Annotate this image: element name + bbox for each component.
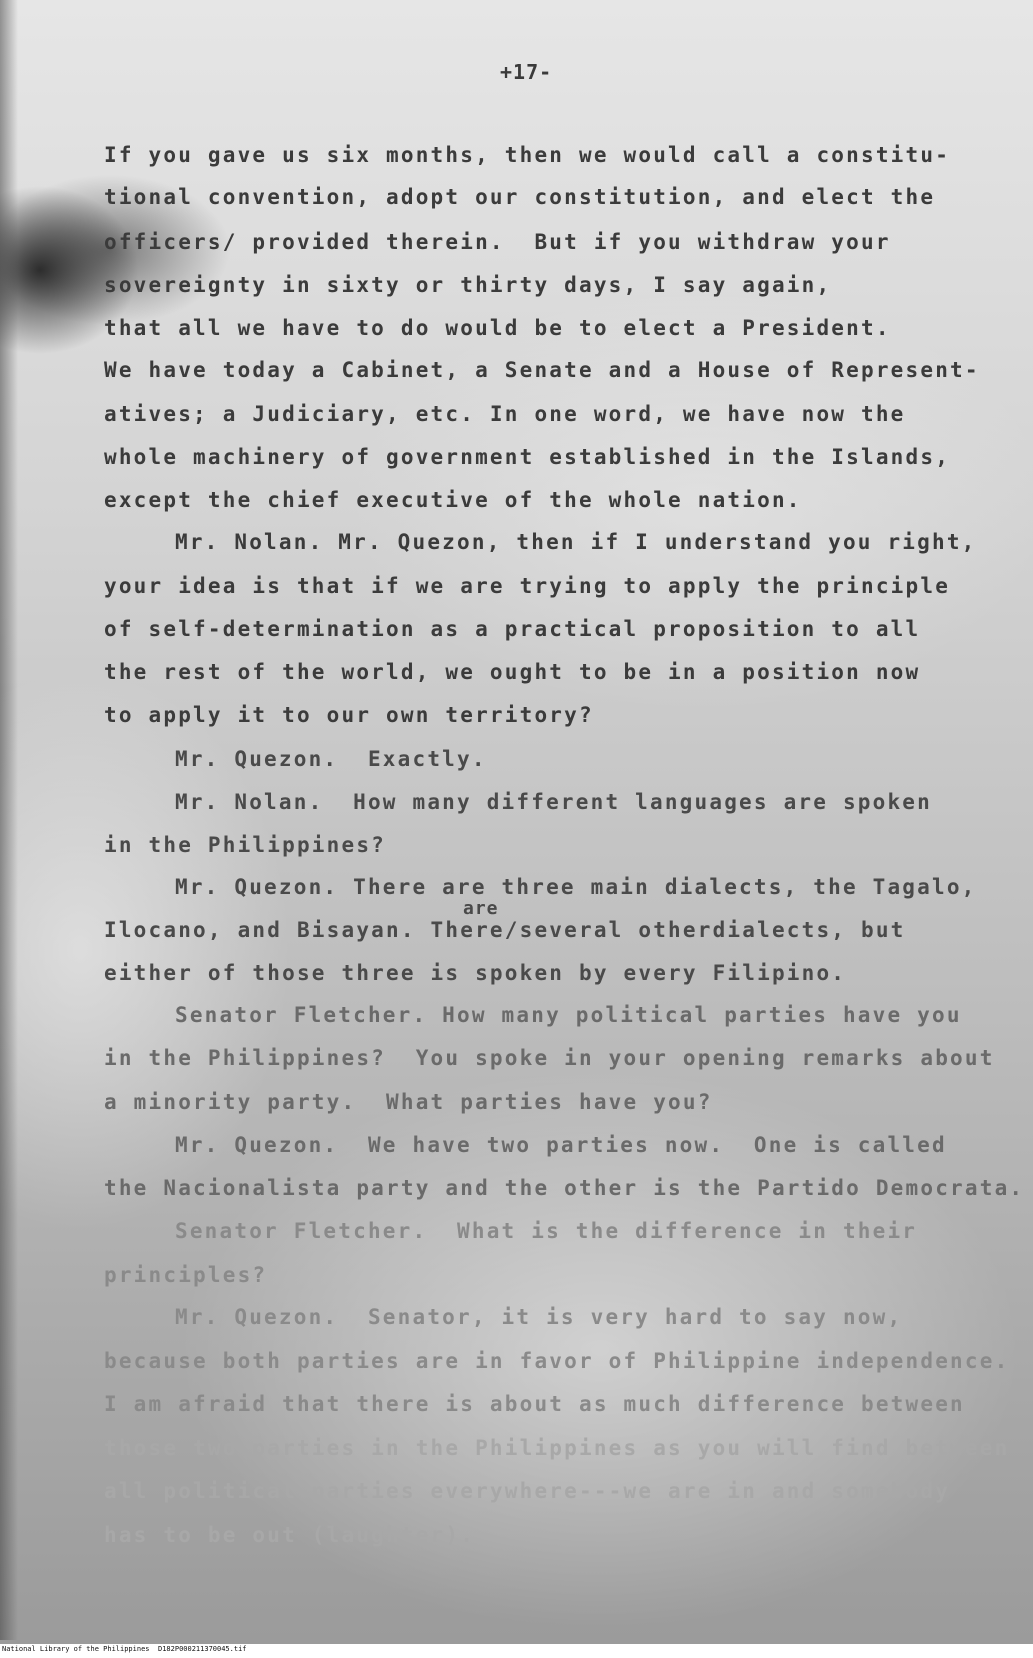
text-line: the rest of the world, we ought to be in a position now [104,660,921,684]
text-line: Mr. Nolan. How many different languages are spoken [175,790,932,814]
text-line: Mr. Nolan. Mr. Quezon, then if I understand you right, [175,530,977,554]
text-line: officers/ provided therein. But if you withdraw your [104,230,891,254]
text-line: I am afraid that there is about as much difference between [104,1392,965,1416]
text-line: If you gave us six months, then we would call a constitu- [104,143,951,167]
page-number: +17- [500,60,553,84]
text-line: Mr. Quezon. Senator, it is very hard to say now, [175,1305,903,1329]
footer-source: National Library of the Philippines [2,1645,150,1653]
text-line: because both parties are in favor of Philippine independence. [104,1349,1010,1373]
text-line: Mr. Quezon. There are three main dialects, the Tagalo, [175,875,977,899]
text-line: to apply it to our own territory? [104,703,594,727]
text-line: a minority party. What parties have you? [104,1090,713,1114]
text-line: of self-determination as a practical proposition to all [104,617,921,641]
text-line: Ilocano, and Bisayan. There/several otherdialects, but [104,918,906,942]
text-line: Mr. Quezon. We have two parties now. One is called [175,1133,947,1157]
text-line: either of those three is spoken by every Filipino. [104,961,847,985]
text-line: Mr. Quezon. Exactly. [175,747,487,771]
text-line: sovereignty in sixty or thirty days, I say again, [104,273,832,297]
text-line: the Nacionalista party and the other is the Partido Democrata. [104,1176,1025,1200]
text-line: your idea is that if we are trying to apply the principle [104,574,951,598]
text-line: tional convention, adopt our constitution, and elect the [104,185,936,209]
text-line: in the Philippines? You spoke in your opening remarks about [104,1046,995,1070]
text-line: except the chief executive of the whole nation. [104,488,802,512]
text-line: has to be out (laughter). [104,1523,476,1547]
text-line: principles? [104,1263,268,1287]
text-line: whole machinery of government established in the Islands, [104,445,951,469]
text-line: those two parties in the Philippines as you will find between [104,1436,1010,1460]
interlinear-insert: are [463,898,499,919]
text-line: Senator Fletcher. What is the difference in their [175,1219,918,1243]
text-line: atives; a Judiciary, etc. In one word, we have now the [104,402,906,426]
text-line: in the Philippines? [104,833,387,857]
text-line: that all we have to do would be to elect a President. [104,316,891,340]
text-line: all political parties everywhere---we are in and somebody [104,1479,951,1503]
text-line: We have today a Cabinet, a Senate and a House of Represent- [104,358,980,382]
text-line: Senator Fletcher. How many political parties have you [175,1003,962,1027]
footer-filename: D182P000211370045.tif [158,1645,247,1653]
scan-footer [0,1644,1033,1658]
